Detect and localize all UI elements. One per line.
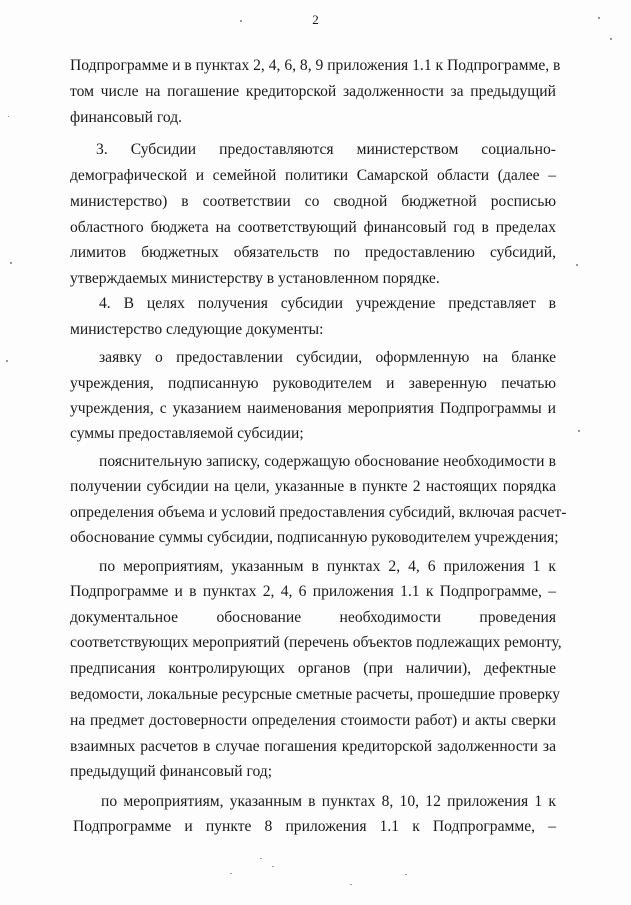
- text-line: предыдущий финансовый год;: [70, 763, 273, 780]
- scan-speck: [610, 38, 612, 40]
- scan-speck: [350, 884, 352, 885]
- text-line: учреждения, подписанную руководителем и заверенную печатью: [70, 375, 556, 392]
- paragraph-first-line: пояснительную записку, содержащую обоснование необходимости в: [99, 453, 556, 470]
- paragraph-first-line: 3. Субсидии предоставляются министерством социально-: [96, 141, 556, 158]
- text-line: на предмет достоверности определения стоимости работ) и акты сверки: [70, 712, 556, 729]
- text-line: Подпрограмме и в пунктах 2, 4, 6, 8, 9 приложения 1.1 к Подпрограмме, в: [70, 57, 561, 74]
- text-line: соответствующих мероприятий (перечень объектов подлежащих ремонту,: [70, 634, 562, 651]
- scan-speck: [576, 264, 578, 266]
- text-line: демографической и семейной политики Самарской области (далее –: [70, 167, 556, 184]
- text-line: документальное обоснование необходимости проведения: [70, 609, 556, 626]
- text-line: областного бюджета на соответствующий финансовый год в пределах: [70, 219, 556, 236]
- text-line: ведомости, локальные ресурсные сметные расчеты, прошедшие проверку: [70, 686, 561, 703]
- page-number: 2: [312, 12, 319, 27]
- text-line: министерство следующие документы:: [70, 321, 324, 338]
- text-line: определения объема и условий предоставления субсидий, включая расчет-: [70, 504, 567, 521]
- text-line: суммы предоставляемой субсидии;: [70, 425, 304, 442]
- text-line: обоснование суммы субсидии, подписанную руководителем учреждения;: [70, 529, 559, 546]
- scan-speck: [405, 874, 407, 875]
- scan-speck: [6, 360, 8, 362]
- paragraph-first-line: по мероприятиям, указанным в пунктах 8, 10, 12 приложения 1 к: [101, 793, 556, 810]
- text-line: Подпрограмме и пункте 8 приложения 1.1 к Подпрограмме, –: [73, 818, 556, 835]
- text-line: министерство) в соответствии со сводной бюджетной росписью: [70, 193, 556, 210]
- paragraph-first-line: 4. В целях получения субсидии учреждение представляет в: [99, 295, 556, 312]
- text-line: лимитов бюджетных обязательств по предоставлению субсидий,: [70, 244, 556, 261]
- scan-speck: [8, 116, 9, 117]
- scan-speck: [10, 262, 12, 264]
- scan-speck: [598, 17, 600, 19]
- scan-speck: [240, 20, 242, 22]
- scan-speck: [260, 858, 262, 859]
- text-line: Подпрограмме и в пунктах 2, 4, 6 приложения 1.1 к Подпрограмме, –: [70, 583, 556, 600]
- text-line: утверждаемых министерству в установленном порядке.: [70, 270, 440, 287]
- text-line: предписания контролирующих органов (при наличии), дефектные: [70, 660, 556, 677]
- scan-speck: [578, 430, 580, 432]
- scan-speck: [272, 866, 274, 867]
- paragraph-first-line: по мероприятиям, указанным в пунктах 2, 4, 6 приложения 1 к: [99, 558, 556, 575]
- text-line: взаимных расчетов в случае погашения кредиторской задолженности за: [70, 738, 556, 755]
- text-line: учреждения, с указанием наименования мероприятия Подпрограммы и: [70, 400, 556, 417]
- text-line: том числе на погашение кредиторской задолженности за предыдущий: [70, 83, 556, 100]
- paragraph-first-line: заявку о предоставлении субсидии, оформленную на бланке: [99, 349, 556, 366]
- text-line: финансовый год.: [70, 109, 183, 126]
- text-line: получении субсидии на цели, указанные в пункте 2 настоящих порядка: [70, 478, 556, 495]
- scan-speck: [230, 873, 232, 874]
